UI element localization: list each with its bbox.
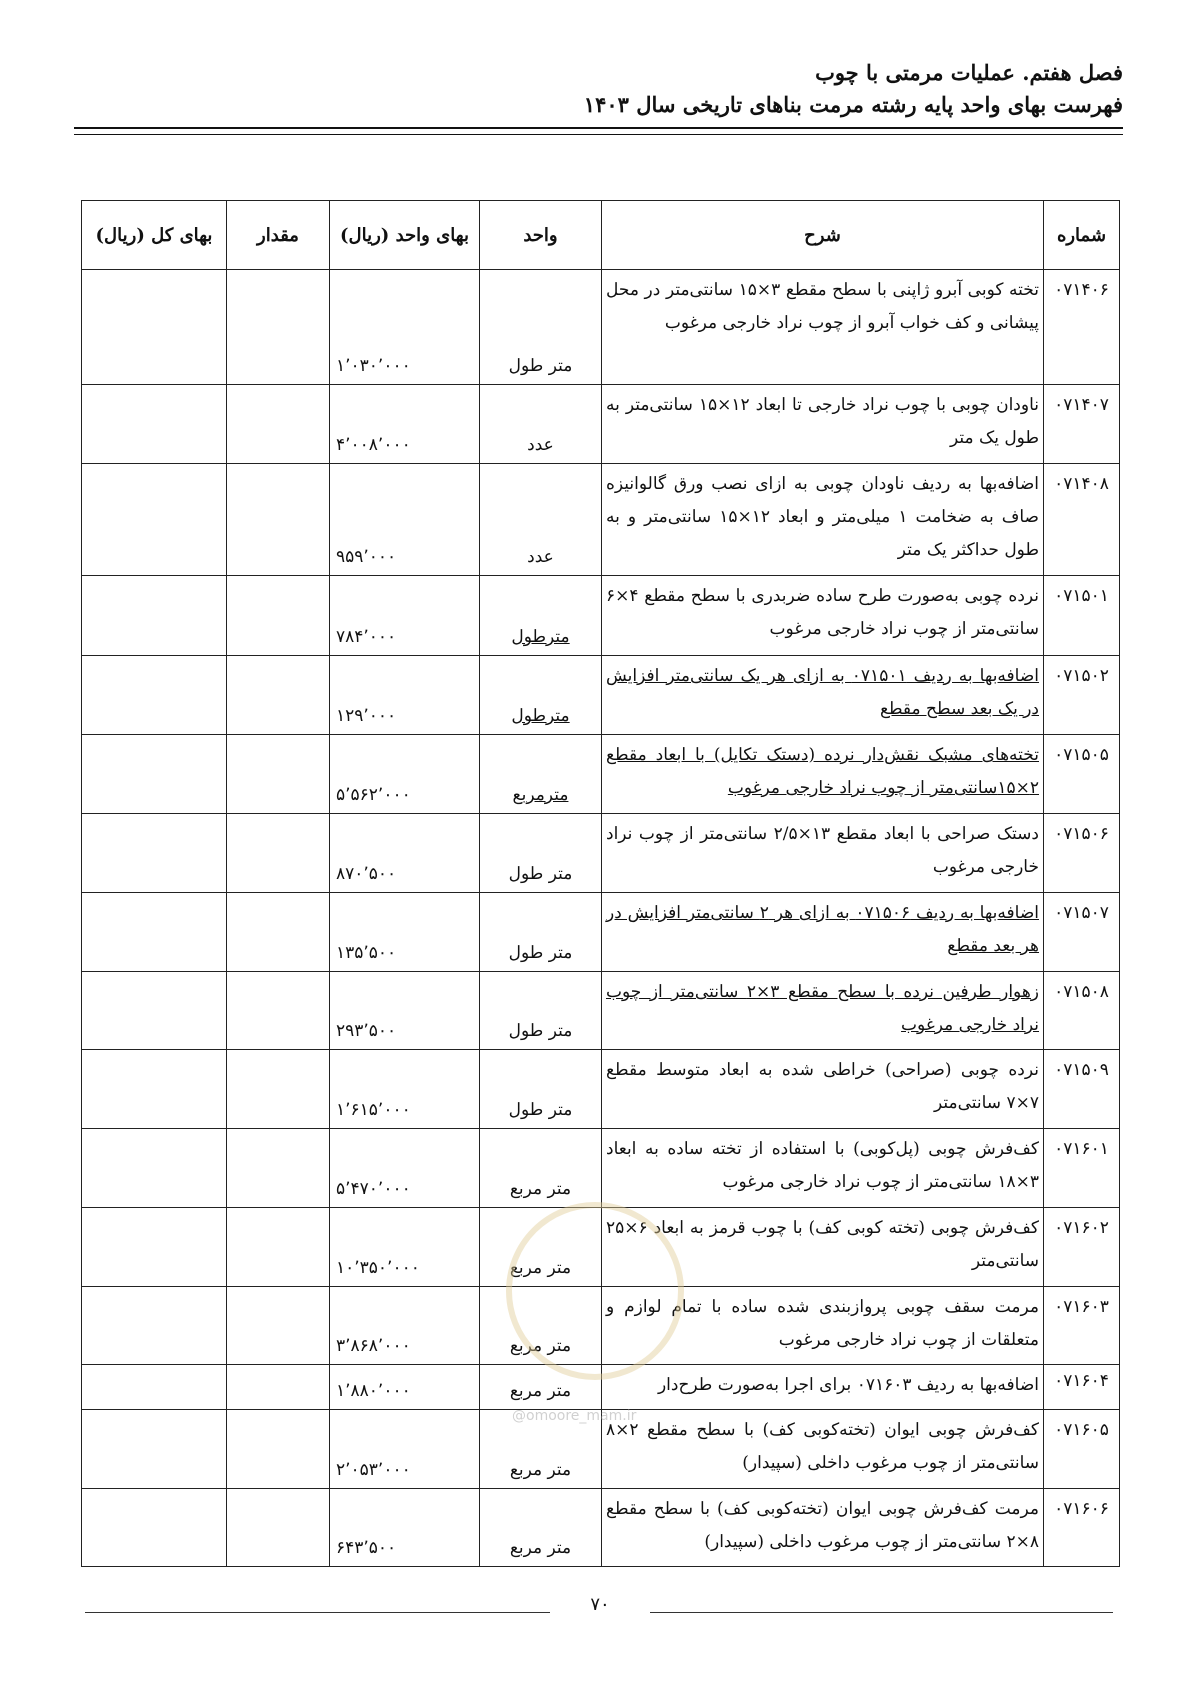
item-code: ۰۷۱۵۰۷ (1044, 893, 1120, 972)
item-code: ۰۷۱۶۰۱ (1044, 1129, 1120, 1208)
item-total (82, 735, 227, 814)
item-description: دستک صراحی با ابعاد مقطع ۱۳×۲/۵ سانتی‌متر از چوب نراد خارجی مرغوب (602, 814, 1044, 893)
item-unit-price: ۱۰٬۳۵۰٬۰۰۰ (330, 1208, 480, 1287)
item-total (82, 270, 227, 385)
item-unit: مترمربع (480, 735, 602, 814)
item-quantity (227, 1129, 330, 1208)
item-code: ۰۷۱۵۰۹ (1044, 1050, 1120, 1129)
item-code: ۰۷۱۶۰۵ (1044, 1410, 1120, 1489)
item-total (82, 1208, 227, 1287)
item-unit-price: ۵٬۵۶۲٬۰۰۰ (330, 735, 480, 814)
item-description: نرده چوبی (صراحی) خراطی شده به ابعاد متوسط مقطع ۷×۷ سانتی‌متر (602, 1050, 1044, 1129)
table-row (82, 893, 1120, 972)
item-quantity (227, 814, 330, 893)
table-row (82, 1287, 1120, 1365)
item-total (82, 814, 227, 893)
item-quantity (227, 1287, 330, 1365)
item-quantity (227, 576, 330, 656)
item-quantity (227, 1365, 330, 1410)
item-total (82, 1287, 227, 1365)
item-code: ۰۷۱۵۰۶ (1044, 814, 1120, 893)
item-description: کف‌فرش چوبی (تخته کوبی کف) با چوب قرمز به ابعاد ۶×۲۵ سانتی‌متر (602, 1208, 1044, 1287)
header-desc: شرح (602, 201, 1044, 270)
item-quantity (227, 385, 330, 464)
header-code: شماره (1044, 201, 1120, 270)
item-unit-price: ۹۵۹٬۰۰۰ (330, 464, 480, 576)
item-unit-price: ۴٬۰۰۸٬۰۰۰ (330, 385, 480, 464)
item-unit: متر مربع (480, 1208, 602, 1287)
item-total (82, 1410, 227, 1489)
item-description: کف‌فرش چوبی (پل‌کوبی) با استفاده از تخته ساده به ابعاد ۳×۱۸ سانتی‌متر از چوب نراد خارجی مرغوب (602, 1129, 1044, 1208)
price-list-table (81, 200, 1120, 1567)
item-unit-price: ۳٬۸۶۸٬۰۰۰ (330, 1287, 480, 1365)
item-unit-price: ۵٬۴۷۰٬۰۰۰ (330, 1129, 480, 1208)
table-row (82, 270, 1120, 385)
item-quantity (227, 464, 330, 576)
header-total: بهای کل (ریال) (82, 201, 227, 270)
item-unit-price: ۱۲۹٬۰۰۰ (330, 656, 480, 735)
document-subtitle: فهرست بهای واحد پایه رشته مرمت بناهای تاریخی سال ۱۴۰۳ (583, 92, 1123, 117)
item-unit: متر مربع (480, 1287, 602, 1365)
item-total (82, 972, 227, 1050)
item-unit: متر طول (480, 270, 602, 385)
table-header (82, 201, 1120, 270)
item-unit-price: ۲٬۰۵۳٬۰۰۰ (330, 1410, 480, 1489)
table-row (82, 1365, 1120, 1410)
table-row (82, 735, 1120, 814)
table-row (82, 464, 1120, 576)
item-unit: عدد (480, 464, 602, 576)
item-unit: متر طول (480, 814, 602, 893)
item-quantity (227, 972, 330, 1050)
item-description: ناودان چوبی با چوب نراد خارجی تا ابعاد ۱۲×۱۵ سانتی‌متر به طول یک متر (602, 385, 1044, 464)
table-row (82, 385, 1120, 464)
table-row (82, 1208, 1120, 1287)
item-code: ۰۷۱۵۰۱ (1044, 576, 1120, 656)
item-unit-price: ۱٬۶۱۵٬۰۰۰ (330, 1050, 480, 1129)
item-code: ۰۷۱۵۰۸ (1044, 972, 1120, 1050)
item-code: ۰۷۱۶۰۶ (1044, 1489, 1120, 1567)
item-description: اضافه‌بها به ردیف ۰۷۱۵۰۱ به ازای هر یک سانتی‌متر افزایش در یک بعد سطح مقطع (602, 656, 1044, 735)
item-description: تخته‌های مشبک نقش‌دار نرده (دستک تکایل) با ابعاد مقطع ۲×۱۵سانتی‌متر از چوب نراد خارجی مرغوب (602, 735, 1044, 814)
item-quantity (227, 1489, 330, 1567)
item-quantity (227, 270, 330, 385)
item-code: ۰۷۱۶۰۲ (1044, 1208, 1120, 1287)
item-code: ۰۷۱۶۰۳ (1044, 1287, 1120, 1365)
page-header (69, 58, 1123, 122)
item-description: تخته کوبی آبرو ژاپنی با سطح مقطع ۳×۱۵ سانتی‌متر در محل پیشانی و کف خواب آبرو از چوب نراد خارجی مرغوب (602, 270, 1044, 385)
item-unit: مترطول (480, 656, 602, 735)
header-rule-thin (74, 134, 1123, 135)
table-row (82, 576, 1120, 656)
item-code: ۰۷۱۴۰۷ (1044, 385, 1120, 464)
table-row (82, 1129, 1120, 1208)
footer-rule-right (650, 1612, 1113, 1613)
item-description: مرمت سقف چوبی پروازبندی شده ساده با تمام لوازم و متعلقات از چوب نراد خارجی مرغوب (602, 1287, 1044, 1365)
item-total (82, 893, 227, 972)
item-code: ۰۷۱۵۰۵ (1044, 735, 1120, 814)
header-qty: مقدار (227, 201, 330, 270)
item-quantity (227, 656, 330, 735)
item-total (82, 1365, 227, 1410)
item-total (82, 1129, 227, 1208)
item-unit: متر مربع (480, 1410, 602, 1489)
item-description: اضافه‌بها به ردیف ۰۷۱۶۰۳ برای اجرا به‌صورت طرح‌دار (602, 1365, 1044, 1410)
item-total (82, 464, 227, 576)
item-unit: متر مربع (480, 1489, 602, 1567)
item-unit: مترطول (480, 576, 602, 656)
footer-rule-left (85, 1612, 550, 1613)
table-row (82, 814, 1120, 893)
item-unit: متر طول (480, 1050, 602, 1129)
item-unit: متر طول (480, 972, 602, 1050)
item-unit-price: ۲۹۳٬۵۰۰ (330, 972, 480, 1050)
item-description: اضافه‌بها به ردیف ۰۷۱۵۰۶ به ازای هر ۲ سانتی‌متر افزایش در هر بعد مقطع (602, 893, 1044, 972)
item-quantity (227, 1050, 330, 1129)
item-code: ۰۷۱۵۰۲ (1044, 656, 1120, 735)
item-unit-price: ۱٬۸۸۰٬۰۰۰ (330, 1365, 480, 1410)
item-unit: متر مربع (480, 1365, 602, 1410)
item-unit: متر مربع (480, 1129, 602, 1208)
header-unit-price: بهای واحد (ریال) (330, 201, 480, 270)
item-total (82, 385, 227, 464)
table-row (82, 656, 1120, 735)
item-quantity (227, 893, 330, 972)
item-total (82, 1050, 227, 1129)
item-code: ۰۷۱۶۰۴ (1044, 1365, 1120, 1410)
item-unit-price: ۸۷۰٬۵۰۰ (330, 814, 480, 893)
item-description: کف‌فرش چوبی ایوان (تخته‌کوبی کف) با سطح مقطع ۲×۸ سانتی‌متر از چوب مرغوب داخلی (سپیدار) (602, 1410, 1044, 1489)
item-total (82, 576, 227, 656)
item-description: زهوار طرفین نرده با سطح مقطع ۳×۲ سانتی‌متر از چوب نراد خارجی مرغوب (602, 972, 1044, 1050)
item-description: اضافه‌بها به ردیف ناودان چوبی به ازای نصب ورق گالوانیزه صاف به ضخامت ۱ میلی‌متر و ابعاد ۱۲×۱۵ سانتی‌متر و به طول حداکثر یک متر (602, 464, 1044, 576)
chapter-title: فصل هفتم. عملیات مرمتی با چوب (815, 60, 1123, 85)
item-quantity (227, 1410, 330, 1489)
item-quantity (227, 735, 330, 814)
item-unit: عدد (480, 385, 602, 464)
item-unit-price: ۶۴۳٬۵۰۰ (330, 1489, 480, 1567)
watermark-text: @omoore_mam.ir (512, 1408, 637, 1424)
item-code: ۰۷۱۴۰۸ (1044, 464, 1120, 576)
table-row (82, 1050, 1120, 1129)
item-unit: متر طول (480, 893, 602, 972)
item-description: مرمت کف‌فرش چوبی ایوان (تخته‌کوبی کف) با سطح مقطع ۸×۲ سانتی‌متر از چوب مرغوب داخلی (سپیدار) (602, 1489, 1044, 1567)
item-total (82, 1489, 227, 1567)
page-number: ۷۰ (590, 1594, 610, 1615)
item-unit-price: ۱۳۵٬۵۰۰ (330, 893, 480, 972)
item-unit-price: ۱٬۰۳۰٬۰۰۰ (330, 270, 480, 385)
item-code: ۰۷۱۴۰۶ (1044, 270, 1120, 385)
item-unit-price: ۷۸۴٬۰۰۰ (330, 576, 480, 656)
header-unit: واحد (480, 201, 602, 270)
header-rule-thick (74, 127, 1123, 129)
item-total (82, 656, 227, 735)
item-description: نرده چوبی به‌صورت طرح ساده ضربدری با سطح مقطع ۴×۶ سانتی‌متر از چوب نراد خارجی مرغوب (602, 576, 1044, 656)
table-row (82, 972, 1120, 1050)
item-quantity (227, 1208, 330, 1287)
table-row (82, 1489, 1120, 1567)
